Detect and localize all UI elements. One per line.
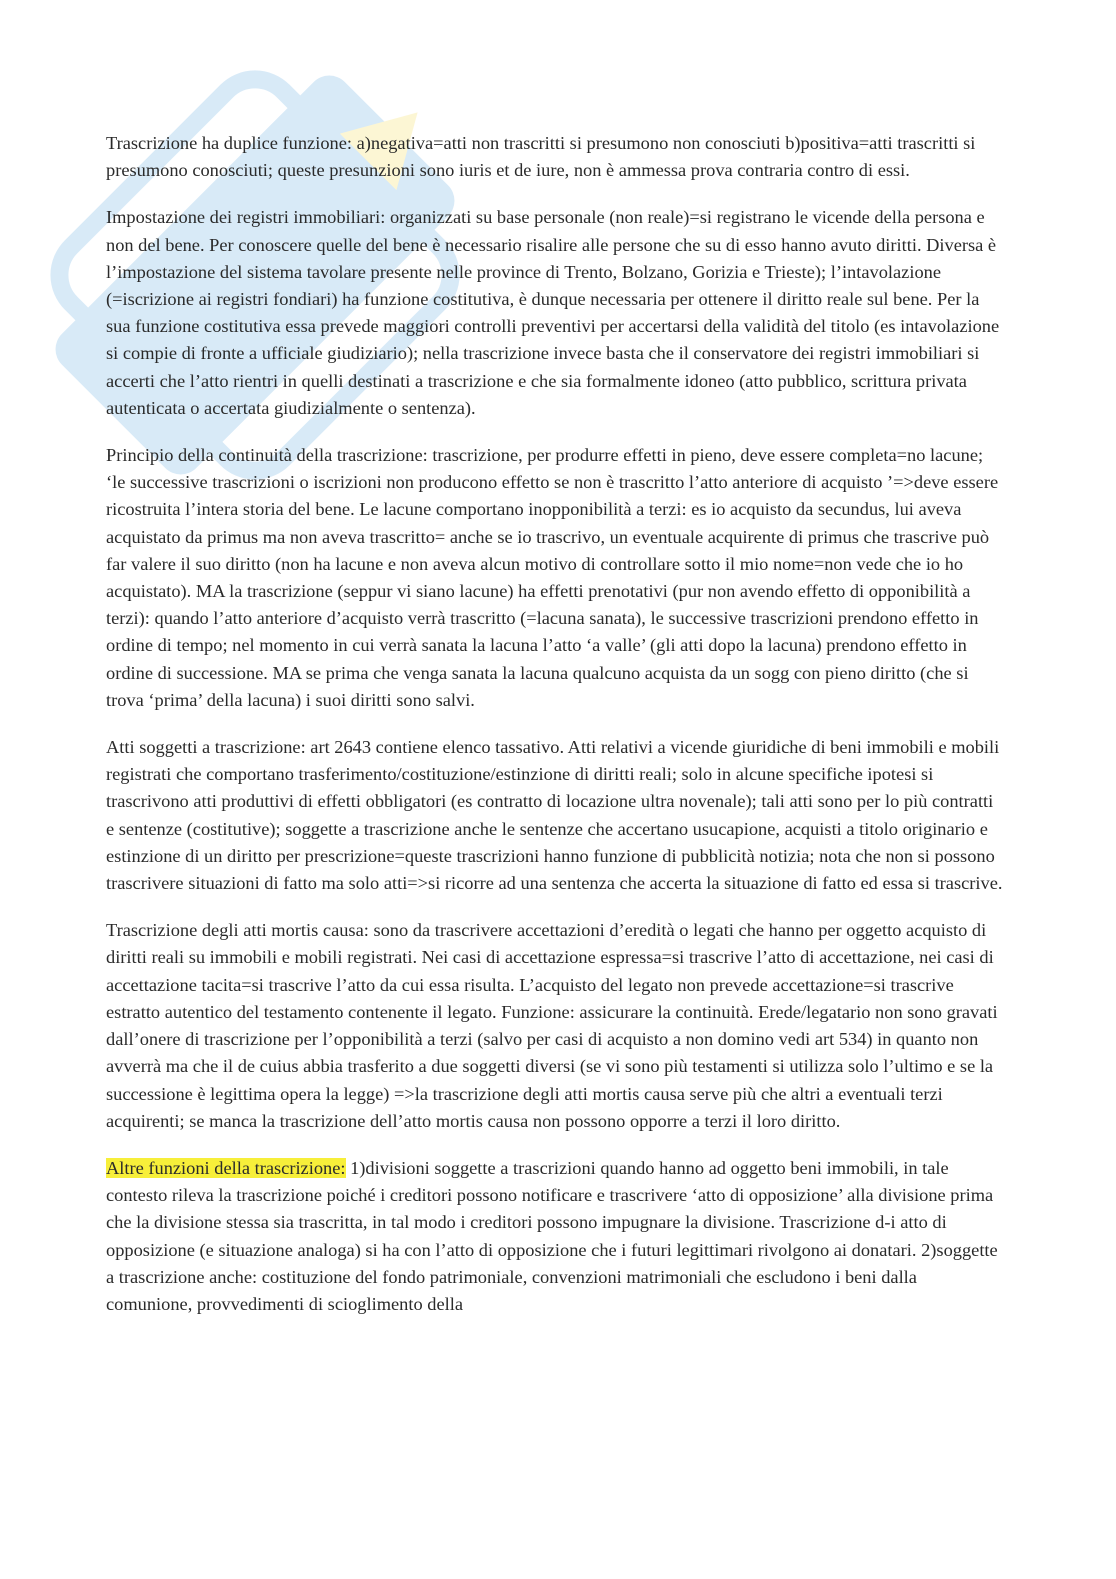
paragraph-text: Trascrizione ha duplice funzione: a)negativa=atti non trascritti si presumono non conosciuti b)positiva=atti trascritti si presumono conosciuti; queste presunzioni sono iuris et de iure, non è ammessa prova contraria contro di essi. — [106, 133, 976, 181]
paragraph-atti-soggetti — [106, 734, 1006, 897]
highlighted-heading: Altre funzioni della trascrizione: — [106, 1157, 346, 1178]
paragraph-mortis-causa — [106, 917, 1006, 1135]
paragraph-continuita-trascrizione — [106, 442, 1006, 714]
paragraph-text: Trascrizione degli atti mortis causa: sono da trascrivere accettazioni d’eredità o legati che hanno per oggetto acquisto di diritti reali su immobili e mobili registrati. Nei casi di accettazione espressa=si trascrive l’atto di accettazione, nei casi di accettazione tacita=si trascrive l’atto da cui essa risulta. L’acquisto del legato non prevede accettazione=si trascrive estratto autentico del testamento contenente il legato. Funzione: assicurare la continuità. Erede/legatario non sono gravati dall’onere di trascrizione per l’opponibilità a terzi (salvo per casi di acquisto a non domino vedi art 534) in quanto non avverrà ma che il de cuius abbia trasferito a due soggetti diversi (se vi sono più testamenti si utilizza solo l’ultimo e se la successione è legittima opera la legge) =>la trascrizione degli atti mortis causa serve più che altri a eventuali terzi acquirenti; se manca la trascrizione dell’atto mortis causa non possono opporre a terzi il loro diritto. — [106, 920, 998, 1131]
document-page — [106, 130, 1006, 1338]
paragraph-duplice-funzione — [106, 130, 1006, 184]
paragraph-text: Principio della continuità della trascrizione: trascrizione, per produrre effetti in pieno, deve essere completa=no lacune; ‘le successive trascrizioni o iscrizioni non producono effetto se non è trascritto l’atto anteriore di acquisto ’=>deve essere ricostruita l’intera storia del bene. Le lacune comportano inopponibilità a terzi: es io acquisto da secundus, lui aveva acquistato da primus ma non aveva trascritto= anche se io trascrivo, un eventuale acquirente di primus che trascrive può far valere il suo diritto (non ha lacune e non aveva alcun motivo di controllare sotto il mio nome=non vede che io ho acquistato). MA la trascrizione (seppur vi siano lacune) ha effetti prenotativi (pur non avendo effetto di opponibilità a terzi): quando l’atto anteriore d’acquisto verrà trascritto (=lacuna sanata), le successive trascrizioni prendono effetto in ordine di tempo; nel momento in cui verrà sanata la lacuna l’atto ‘a valle’ (gli atti dopo la lacuna) prendono effetto in ordine di successione. MA se prima che venga sanata la lacuna qualcuno acquista da un sogg con pieno diritto (che si trova ‘prima’ della lacuna) i suoi diritti sono salvi. — [106, 445, 999, 710]
paragraph-text: Atti soggetti a trascrizione: art 2643 contiene elenco tassativo. Atti relativi a vicende giuridiche di beni immobili e mobili registrati che comportano trasferimento/costituzione/estinzione di diritti reali; solo in alcune specifiche ipotesi si trascrivono atti produttivi di effetti obbligatori (es contratto di locazione ultra novenale); tali atti sono per lo più contratti e sentenze (costitutive); soggette a trascrizione anche le sentenze che accertano usucapione, acquisti a titolo originario e estinzione di un diritto per prescrizione=queste trascrizioni hanno funzione di pubblicità notizia; nota che non si possono trascrivere situazioni di fatto ma solo atti=>si ricorre ad una sentenza che accerta la situazione di fatto ed essa si trascrive. — [106, 737, 1003, 894]
paragraph-text: Impostazione dei registri immobiliari: organizzati su base personale (non reale)=si registrano le vicende della persona e non del bene. Per conoscere quelle del bene è necessario risalire alle persone che su di esso hanno avuto diritti. Diversa è l’impostazione del sistema tavolare presente nelle province di Trento, Bolzano, Gorizia e Trieste); l’intavolazione (=iscrizione ai registri fondiari) ha funzione costitutiva, è dunque necessaria per ottenere il diritto reale sul bene. Per la sua funzione costitutiva essa prevede maggiori controlli preventivi per accertarsi della validità del titolo (es intavolazione si compie di fronte a ufficiale giudiziario); nella trascrizione invece basta che il conservatore dei registri immobiliari si accerti che l’atto rientri in quelli destinati a trascrizione e che sia formalmente idoneo (atto pubblico, scrittura privata autenticata o accertata giudizialmente o sentenza). — [106, 207, 1000, 418]
paragraph-altre-funzioni — [106, 1155, 1006, 1318]
paragraph-text: 1)divisioni soggette a trascrizioni quando hanno ad oggetto beni immobili, in tale contesto rileva la trascrizione poiché i creditori possono notificare e trascrivere ‘atto di opposizione’ alla divisione prima che la divisione stessa sia trascritta, in tal modo i creditori possono impugnare la divisione. Trascrizione d-i atto di opposizione (e situazione analoga) si ha con l’atto di opposizione che i futuri legittimari rivolgono ai donatari. 2)soggette a trascrizione anche: costituzione del fondo patrimoniale, convenzioni matrimoniali che escludono i beni dalla comunione, provvedimenti di scioglimento della — [106, 1157, 998, 1314]
paragraph-registri-immobiliari — [106, 204, 1006, 422]
